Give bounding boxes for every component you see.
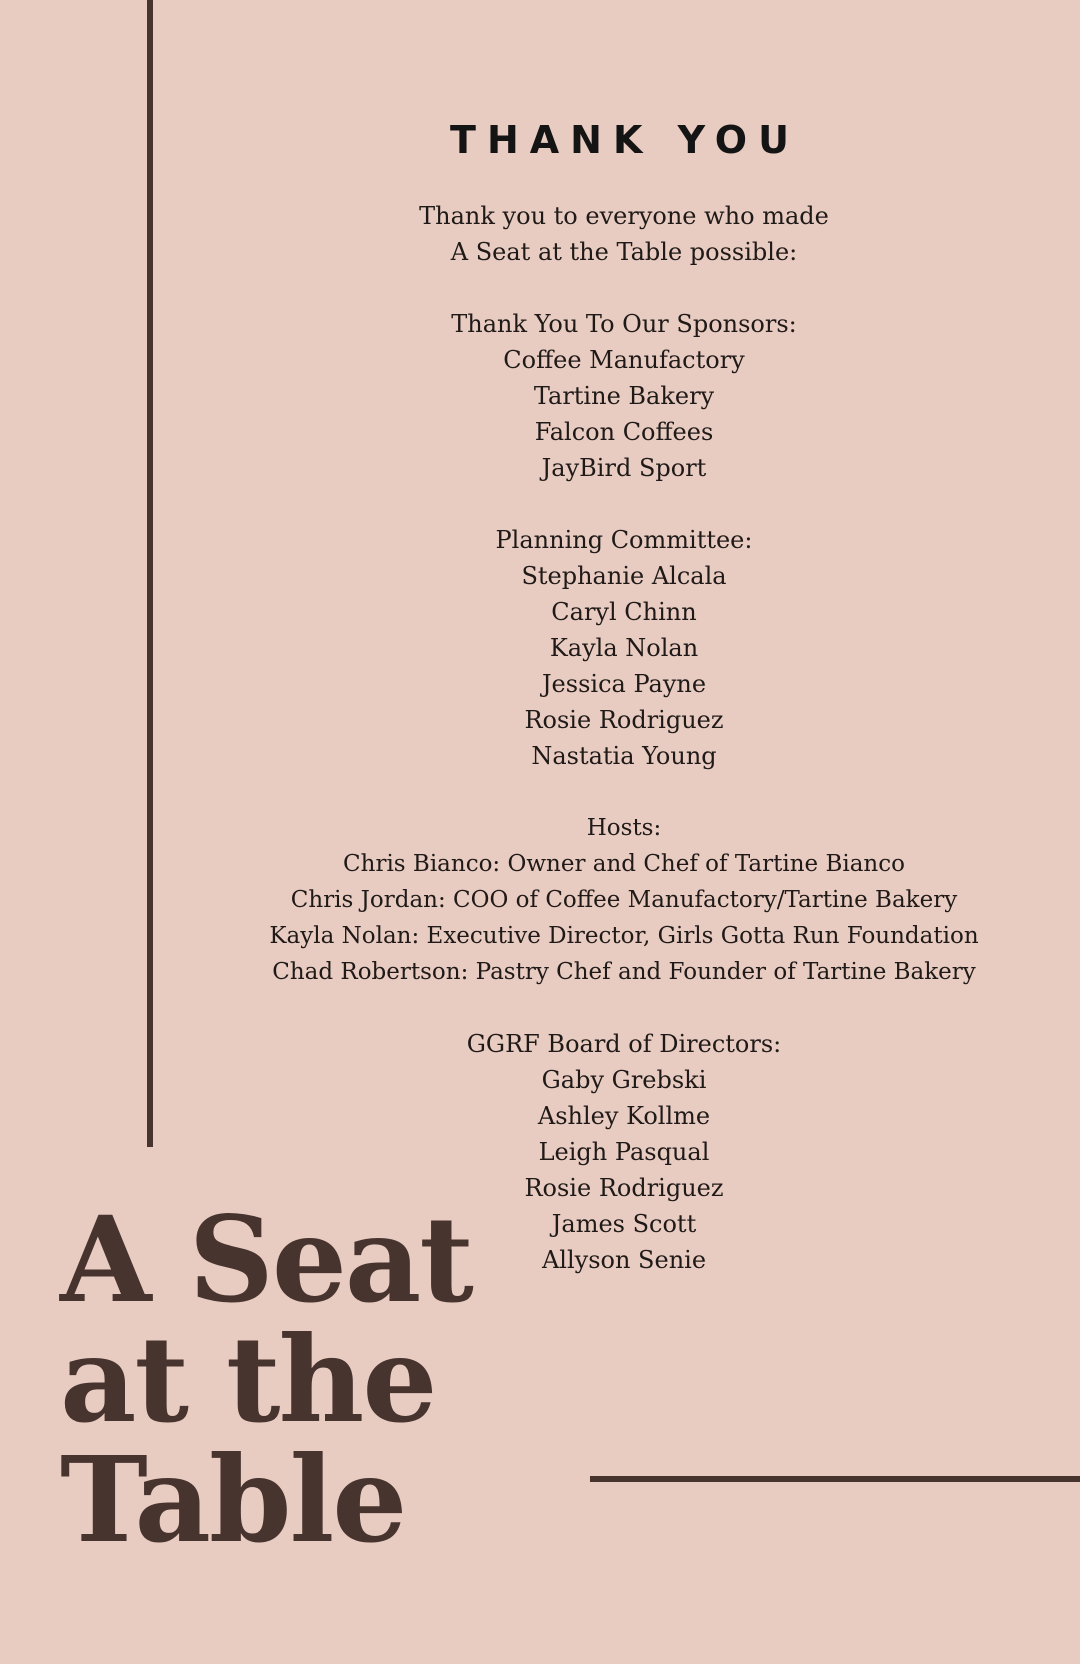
sponsor-name: Falcon Coffees <box>534 418 714 446</box>
committee-member: Kayla Nolan <box>549 634 699 662</box>
committee-member: Nastatia Young <box>531 742 717 770</box>
sponsor-name: Tartine Bakery <box>533 382 715 410</box>
hosts-section <box>220 810 1028 990</box>
thank-you-heading: THANK YOU <box>450 118 800 162</box>
host-entry: Chris Bianco: Owner and Chef of Tartine Bianco <box>343 851 905 877</box>
host-entry: Kayla Nolan: Executive Director, Girls Gotta Run Foundation <box>269 923 979 949</box>
intro-line: Thank you to everyone who made <box>419 202 829 230</box>
sponsors-label: Thank You To Our Sponsors: <box>451 310 797 338</box>
committee-label: Planning Committee: <box>495 526 753 554</box>
vertical-divider <box>147 0 153 1147</box>
event-title <box>60 1190 472 1569</box>
committee-member: Stephanie Alcala <box>521 562 727 590</box>
host-entry: Chris Jordan: COO of Coffee Manufactory/Tartine Bakery <box>290 887 958 913</box>
sponsor-name: Coffee Manufactory <box>503 346 745 374</box>
board-member: Ashley Kollme <box>537 1102 711 1130</box>
event-title-line: Table <box>60 1430 406 1569</box>
board-member: Allyson Senie <box>541 1246 707 1274</box>
event-title-line: at the <box>60 1310 436 1449</box>
hosts-label: Hosts: <box>586 815 662 841</box>
committee-section <box>220 522 1028 774</box>
intro-block <box>220 198 1028 270</box>
thank-you-content <box>220 198 1028 1314</box>
sponsor-name: JayBird Sport <box>541 454 707 482</box>
committee-member: Rosie Rodriguez <box>524 706 724 734</box>
committee-member: Caryl Chinn <box>551 598 697 626</box>
horizontal-divider <box>590 1476 1080 1482</box>
committee-member: Jessica Payne <box>541 670 707 698</box>
sponsors-section <box>220 306 1028 486</box>
host-entry: Chad Robertson: Pastry Chef and Founder of Tartine Bakery <box>272 959 976 985</box>
event-title-line: A Seat <box>60 1190 472 1329</box>
board-member: Rosie Rodriguez <box>524 1174 724 1202</box>
board-label: GGRF Board of Directors: <box>466 1030 782 1058</box>
board-member: Leigh Pasqual <box>538 1138 710 1166</box>
board-member: James Scott <box>551 1210 697 1238</box>
intro-line: A Seat at the Table possible: <box>450 238 798 266</box>
board-member: Gaby Grebski <box>541 1066 707 1094</box>
